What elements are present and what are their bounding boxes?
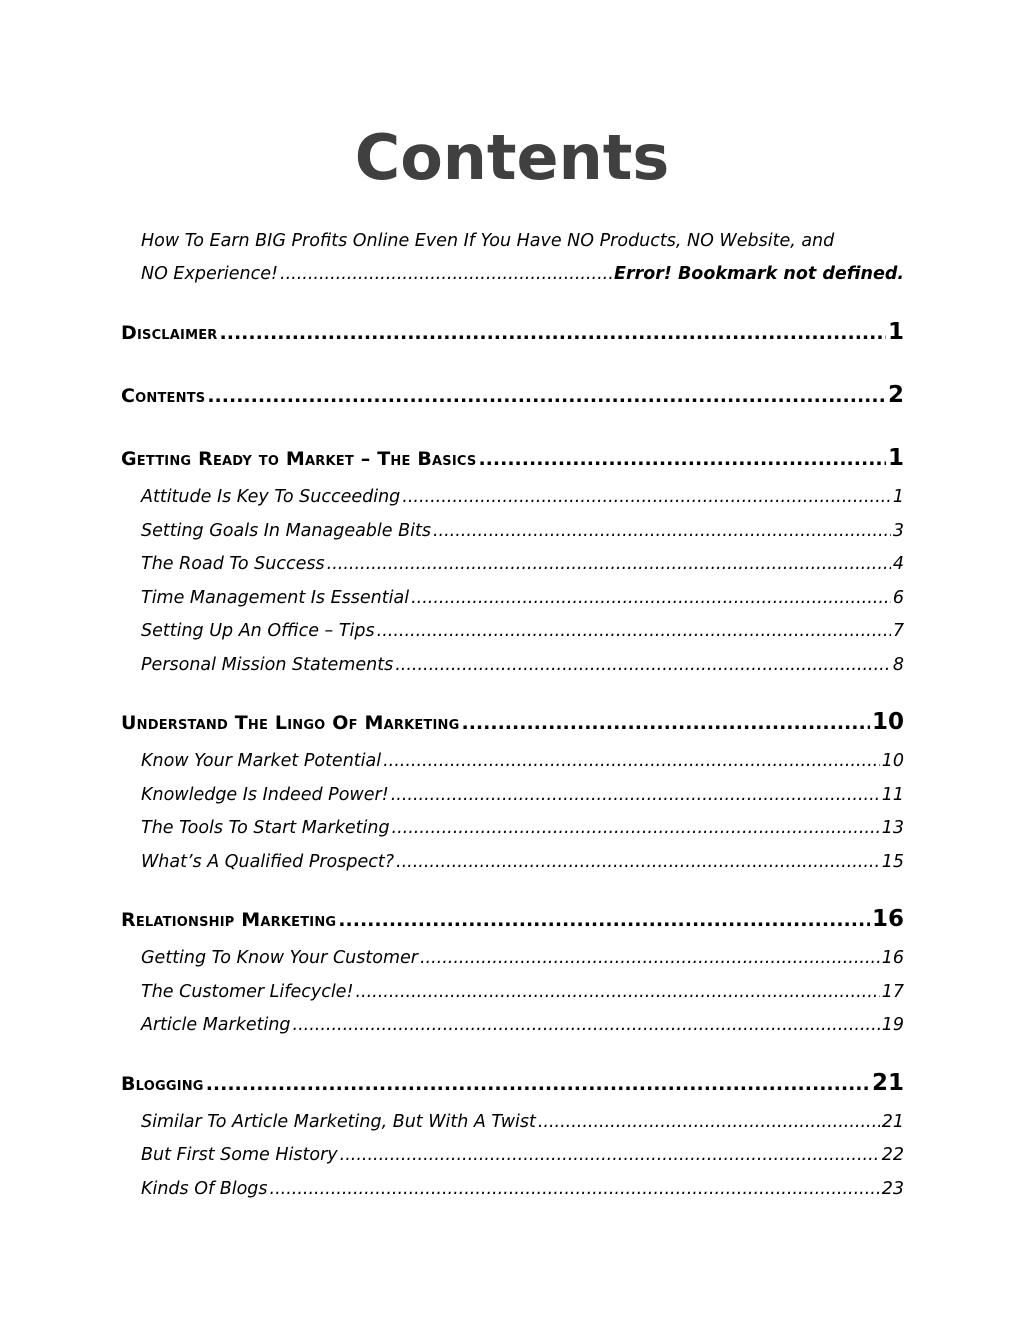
toc-entry[interactable]	[141, 1144, 904, 1166]
toc-section-label: Getting Ready to Market – The Basics	[121, 448, 477, 470]
toc-entry-page: 15	[881, 852, 904, 872]
toc-entry-label: Know Your Market Potential	[141, 751, 382, 771]
toc-entry[interactable]	[141, 981, 904, 1003]
dot-leader	[340, 1144, 880, 1166]
toc-entry-page: 13	[881, 818, 904, 838]
toc-entry-label: Personal Mission Statements	[141, 655, 394, 675]
dot-leader	[327, 553, 891, 575]
toc-entry-label: Article Marketing	[141, 1015, 291, 1035]
toc-section-page: 10	[871, 709, 904, 735]
toc-section-page: 21	[871, 1070, 904, 1096]
toc-section-disclaimer[interactable]	[121, 319, 904, 346]
toc-entry-page: 16	[881, 948, 904, 968]
toc-entry-label: Setting Goals In Manageable Bits	[141, 521, 431, 541]
toc-entry-label: NO Experience!	[141, 264, 279, 284]
toc-entry-page: 8	[892, 655, 904, 675]
toc-entry-page: 1	[892, 487, 904, 507]
toc-entry-page: 21	[881, 1112, 904, 1132]
toc-section-label: Blogging	[121, 1073, 204, 1095]
dot-leader	[383, 750, 880, 772]
toc-section-label: Disclaimer	[121, 322, 218, 344]
toc-entry-page: 11	[881, 785, 904, 805]
toc-section-lingo[interactable]	[121, 709, 904, 736]
toc-section-page: 2	[887, 382, 904, 408]
toc-entry-label: Kinds Of Blogs	[141, 1179, 268, 1199]
toc-intro-line1: How To Earn BIG Profits Online Even If You Have NO Products, NO Website, and	[141, 231, 835, 251]
toc-entry-page: 6	[892, 588, 904, 608]
toc-entry-page: Error! Bookmark not defined.	[614, 264, 904, 284]
dot-leader	[220, 320, 886, 346]
toc-section-label: Relationship Marketing	[121, 909, 337, 931]
toc-entry-page: 22	[881, 1145, 904, 1165]
toc-entry-label: Getting To Know Your Customer	[141, 948, 418, 968]
toc-entry[interactable]	[141, 486, 904, 508]
dot-leader	[392, 817, 880, 839]
toc-section-label: Understand The Lingo Of Marketing	[121, 712, 460, 734]
toc-entry[interactable]	[141, 817, 904, 839]
toc-entry[interactable]	[141, 750, 904, 772]
dot-leader	[538, 1111, 880, 1133]
dot-leader	[411, 587, 891, 609]
toc-section-blogging[interactable]	[121, 1070, 904, 1097]
toc-entry-label: Time Management Is Essential	[141, 588, 410, 608]
toc-entry-label: Knowledge Is Indeed Power!	[141, 785, 389, 805]
toc-entry-label: What’s A Qualified Prospect?	[141, 852, 395, 872]
toc-section-page: 16	[871, 906, 904, 932]
toc-entry-page: 19	[881, 1015, 904, 1035]
dot-leader	[402, 486, 891, 508]
toc-entry[interactable]	[141, 851, 904, 873]
toc-entry-page: 4	[892, 554, 904, 574]
toc-entry[interactable]	[141, 620, 904, 642]
dot-leader	[293, 1014, 880, 1036]
dot-leader	[377, 620, 891, 642]
toc-entry-label: The Road To Success	[141, 554, 325, 574]
dot-leader	[395, 654, 891, 676]
toc-entry-page: 17	[881, 982, 904, 1002]
toc-section-relationship[interactable]	[121, 906, 904, 933]
toc-entry-label: Setting Up An Office – Tips	[141, 621, 375, 641]
toc-entry-label: Attitude Is Key To Succeeding	[141, 487, 401, 507]
dot-leader	[270, 1178, 880, 1200]
toc-entry[interactable]	[141, 784, 904, 806]
toc-entry-page: 10	[881, 751, 904, 771]
toc-entry[interactable]	[141, 520, 904, 542]
toc-entry-page: 7	[892, 621, 904, 641]
toc-entry[interactable]	[141, 587, 904, 609]
dot-leader	[206, 1071, 870, 1097]
toc-entry-label: But First Some History	[141, 1145, 338, 1165]
dot-leader	[207, 383, 886, 409]
toc-section-contents[interactable]	[121, 382, 904, 409]
toc-section-label: Contents	[121, 385, 206, 407]
toc-entry-label: The Customer Lifecycle!	[141, 982, 354, 1002]
dot-leader	[338, 907, 870, 933]
dot-leader	[396, 851, 880, 873]
dot-leader	[462, 710, 870, 736]
toc-section-page: 1	[887, 445, 904, 471]
toc-entry[interactable]	[141, 1178, 904, 1200]
toc-entry[interactable]	[141, 1014, 904, 1036]
page-title: Contents	[354, 121, 670, 194]
toc-entry-page: 23	[881, 1179, 904, 1199]
toc-entry[interactable]	[141, 1111, 904, 1133]
dot-leader	[355, 981, 879, 1003]
dot-leader	[280, 263, 612, 285]
toc-intro-entry[interactable]	[141, 263, 904, 285]
toc-entry-label: Similar To Article Marketing, But With A Twist	[141, 1112, 536, 1132]
toc-section-getting-ready[interactable]	[121, 445, 904, 472]
toc-section-page: 1	[887, 319, 904, 345]
dot-leader	[420, 947, 880, 969]
dot-leader	[433, 520, 891, 542]
toc-entry-label: The Tools To Start Marketing	[141, 818, 390, 838]
dot-leader	[391, 784, 880, 806]
toc-entry[interactable]	[141, 553, 904, 575]
dot-leader	[478, 446, 886, 472]
toc-entry[interactable]	[141, 947, 904, 969]
toc-entry[interactable]	[141, 654, 904, 676]
toc-entry-page: 3	[892, 521, 904, 541]
